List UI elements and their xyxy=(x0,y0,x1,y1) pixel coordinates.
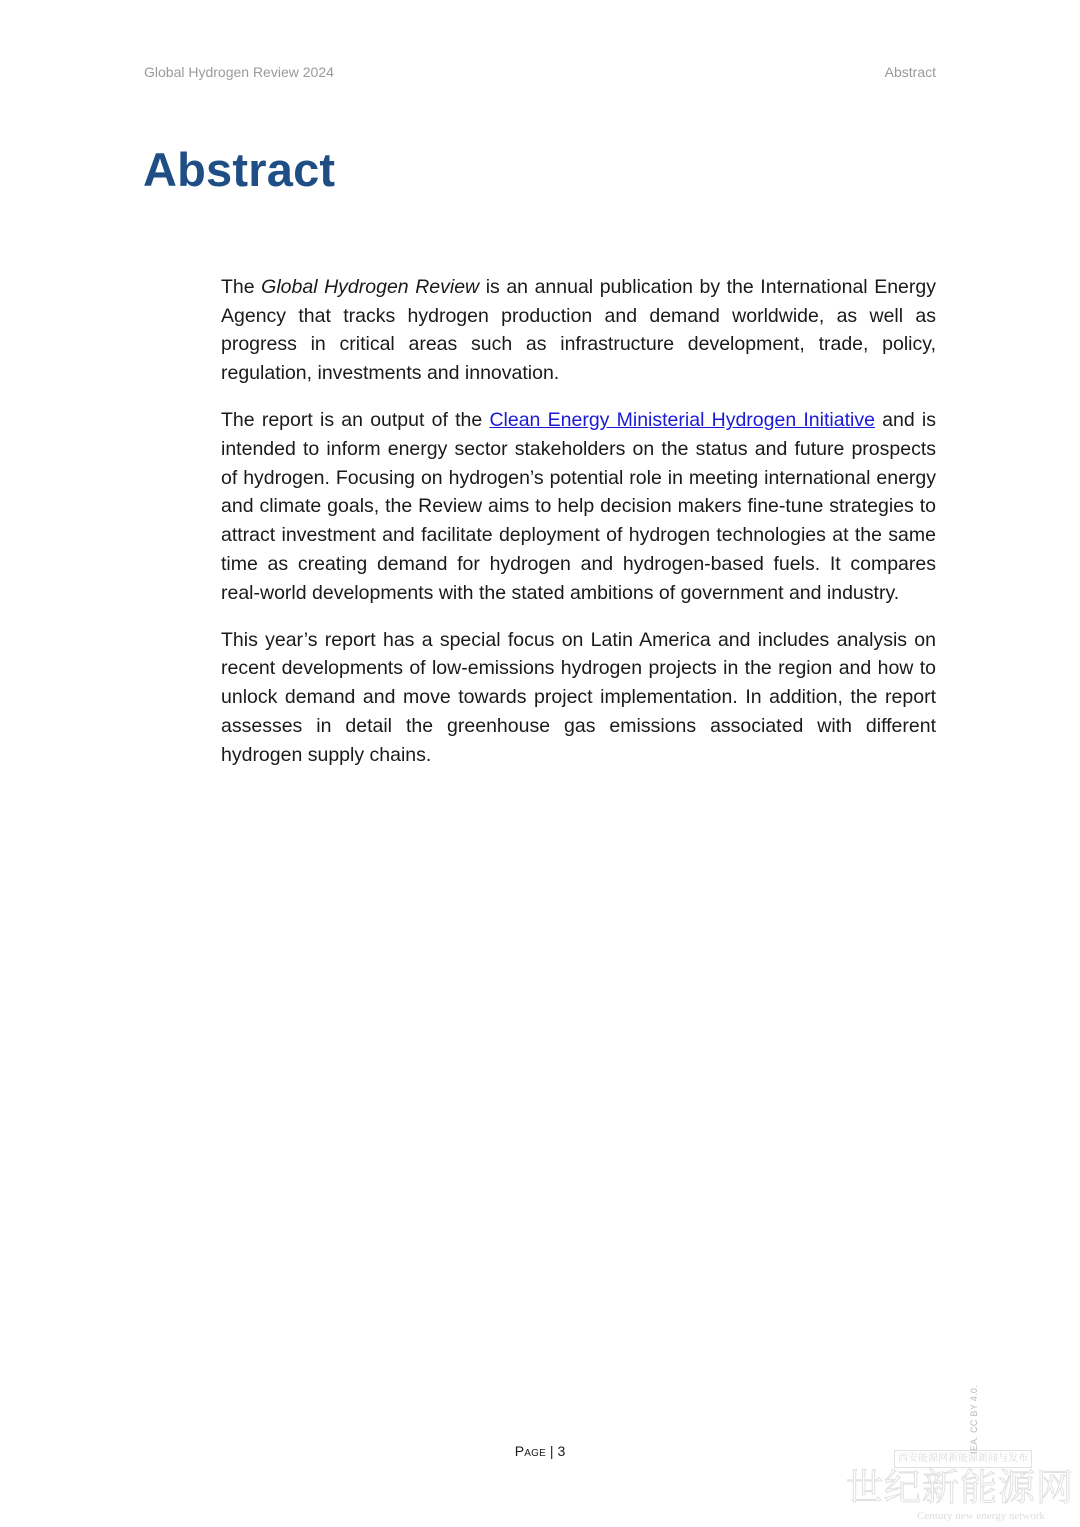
watermark-main-text: 世纪新能源网 xyxy=(846,1468,1074,1508)
running-header xyxy=(144,64,936,84)
publication-name: Global Hydrogen Review xyxy=(261,276,480,298)
page-title: Abstract xyxy=(143,143,336,196)
watermark-sub-text: Century new energy network xyxy=(917,1510,1045,1522)
paragraph-2 xyxy=(221,406,936,607)
paragraph-1-pre: The xyxy=(221,276,262,298)
paragraph-3: This year’s report has a special focus on Latin America and includes analysis on recent developments of low-emissions hydrogen projects in the region and how to unlock demand and move towards project implementation. In addition, the report assesses in detail the greenhouse gas emissions associated with different hydrogen supply chains. xyxy=(221,628,936,766)
page-label: Page xyxy=(514,1443,547,1459)
page-separator: | xyxy=(549,1443,554,1459)
header-report-title: Global Hydrogen Review 2024 xyxy=(144,64,334,80)
paragraph-2-post: and is intended to inform energy sector stakeholders on the status and future prospects of hydrogen. Focusing on hydrogen’s potential role in meeting international energy and climate goals, the Review aims to help decision makers fine-tune strategies to attract investment and facilitate deployment of hydrogen technologies at the same time as creating demand for hydrogen and hydrogen-based fuels. It compares real-world developments with the stated ambitions of government and industry. xyxy=(221,409,936,604)
watermark-top-text: 西安能源网新能源新闻与发布 xyxy=(894,1450,1032,1468)
watermark-logo xyxy=(846,1448,1080,1527)
paragraph-2-pre: The report is an output of the xyxy=(221,409,490,432)
paragraph-1-post: is an annual publication by the International Energy Agency that tracks hydrogen production and demand worldwide, as well as progress in critical areas such as infrastructure development, trade, policy, regulation, investments and innovation. xyxy=(221,276,936,385)
paragraph-1 xyxy=(221,273,936,388)
license-notice: IEA. CC BY 4.0. xyxy=(969,1385,979,1454)
header-section-name: Abstract xyxy=(884,64,936,80)
page-number-value: 3 xyxy=(557,1443,566,1459)
hydrogen-initiative-link[interactable]: Clean Energy Ministerial Hydrogen Initiative xyxy=(489,409,875,432)
abstract-body xyxy=(221,273,936,788)
